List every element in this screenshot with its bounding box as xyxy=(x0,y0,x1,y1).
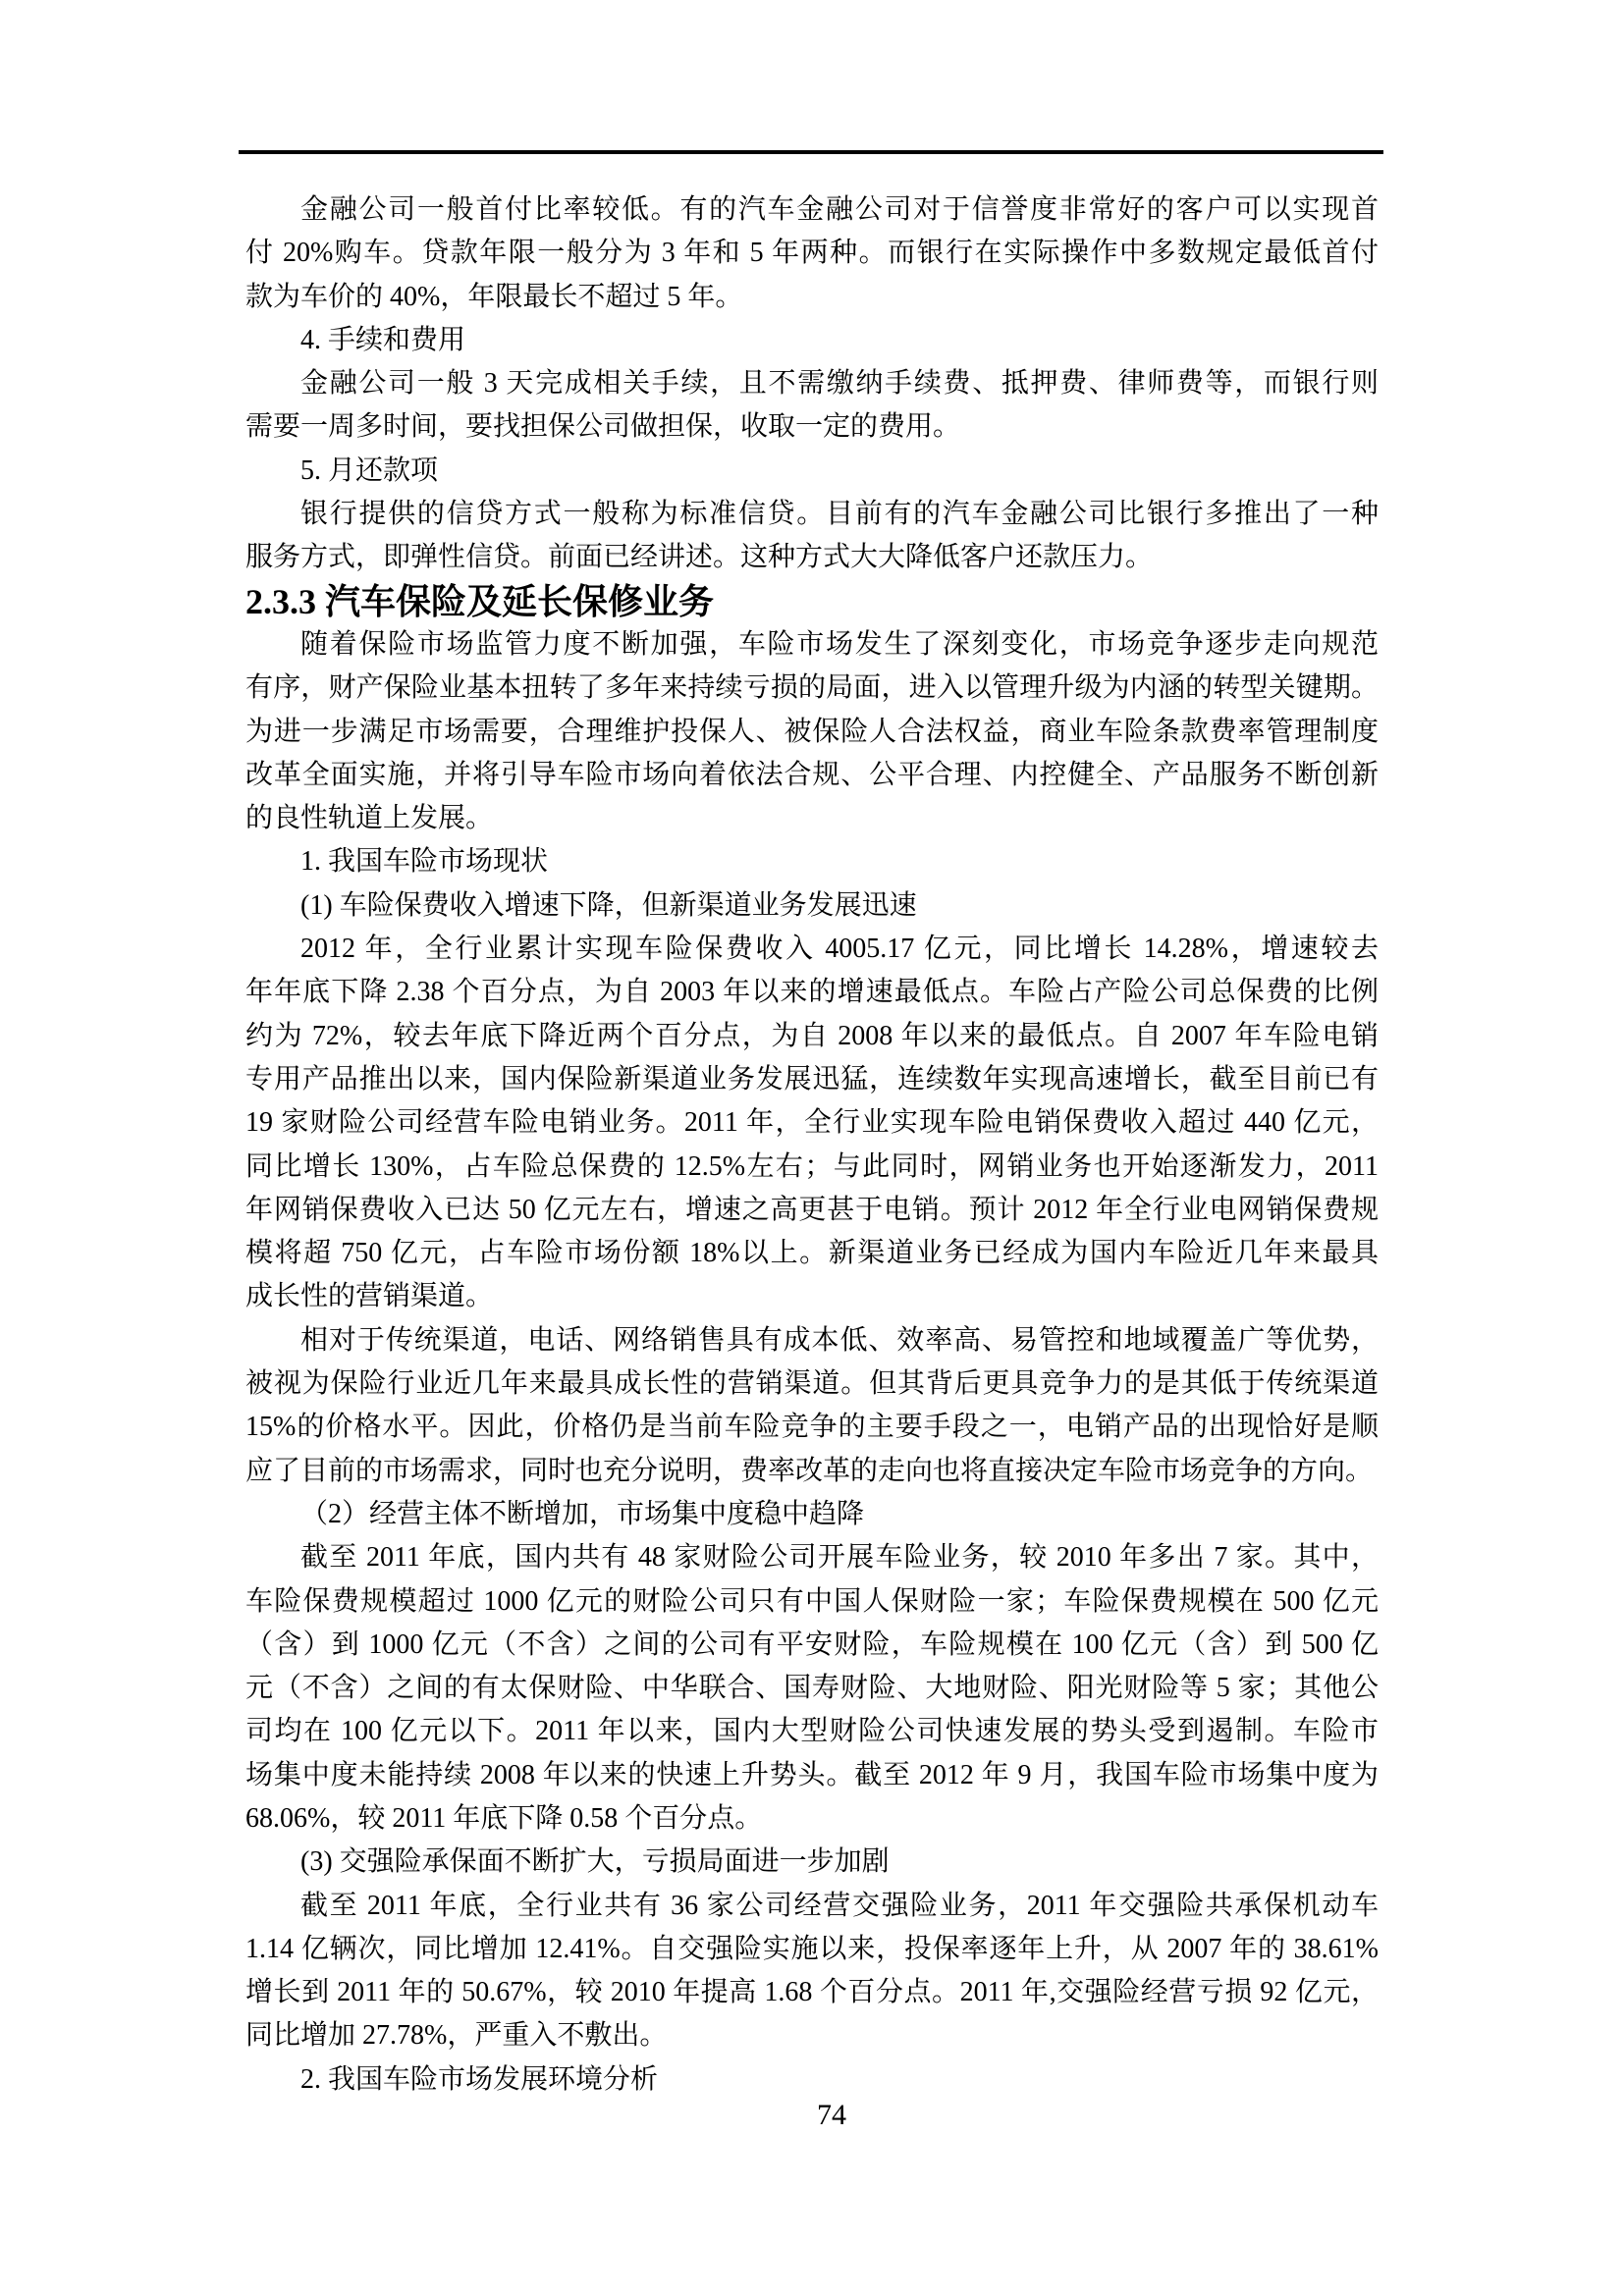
para-premium-statistics xyxy=(245,928,1379,1319)
text-line: 需要一周多时间，要找担保公司做担保，收取一定的费用。 xyxy=(245,411,961,443)
text-line: 截至 2011 年底，国内共有 48 家财险公司开展车险业务，较 2010 年多出 7 家。其中， xyxy=(300,1542,1379,1574)
text-line: 15%的价格水平。因此，价格仍是当前车险竞争的主要手段之一，电销产品的出现恰好是顺 xyxy=(245,1412,1379,1443)
text-line: 为进一步满足市场需要，合理维护投保人、被保险人合法权益，商业车险条款费率管理制度 xyxy=(245,716,1379,747)
text-line: 服务方式，即弹性信贷。前面已经讲述。这种方式大大降低客户还款压力。 xyxy=(245,542,1154,573)
text-line: 专用产品推出以来，国内保险新渠道业务发展迅猛，连续数年实现高速增长，截至目前已有 xyxy=(245,1063,1379,1095)
text-line: 付 20%购车。贷款年限一般分为 3 年和 5 年两种。而银行在实际操作中多数规定最低首付 xyxy=(245,238,1379,269)
item-5-monthly-repayment xyxy=(245,450,1379,493)
item-4-fees xyxy=(245,319,1379,362)
section-heading-text: 2.3.3 汽车保险及延长保修业务 xyxy=(245,581,715,621)
text-line: 1.14 亿辆次，同比增加 12.41%。自交强险实施以来，投保率逐年上升，从 2007 年的 38.61% xyxy=(245,1933,1379,1964)
text-line: 元（不含）之间的有太保财险、中华联合、国寿财险、大地财险、阳光财险等 5 家；其他公 xyxy=(245,1673,1379,1704)
para-compulsory-statistics xyxy=(245,1885,1379,2058)
text-line: 模将超 750 亿元，占车险市场份额 18%以上。新渠道业务已经成为国内车险近几年来最具 xyxy=(245,1238,1379,1269)
item-2-market-environment xyxy=(245,2058,1379,2102)
text-line: 的良性轨道上发展。 xyxy=(245,803,494,834)
text-line: 2012 年，全行业累计实现车险保费收入 4005.17 亿元，同比增长 14.28%，增速较去 xyxy=(300,934,1379,965)
text-line: 19 家财险公司经营车险电销业务。2011 年，全行业实现车险电销保费收入超过 440 亿元， xyxy=(245,1107,1379,1139)
text-line: 1. 我国车险市场现状 xyxy=(300,846,549,878)
page-number: 74 xyxy=(817,2099,846,2131)
para-downpayment xyxy=(245,188,1379,319)
text-line: 年网销保费收入已达 50 亿元左右，增速之高更甚于电销。预计 2012 年全行业电网销保费规 xyxy=(245,1194,1379,1225)
para-procedure-time xyxy=(245,362,1379,450)
text-line: 68.06%，较 2011 年底下降 0.58 个百分点。 xyxy=(245,1802,763,1834)
text-line: 成长性的营销渠道。 xyxy=(245,1281,494,1312)
text-line: 银行提供的信贷方式一般称为标准信贷。目前有的汽车金融公司比银行多推出了一种 xyxy=(300,499,1379,530)
text-line: 截至 2011 年底，全行业共有 36 家公司经营交强险业务，2011 年交强险共承保机动车 xyxy=(300,1890,1379,1921)
text-line: 金融公司一般 3 天完成相关手续，且不需缴纳手续费、抵押费、律师费等，而银行则 xyxy=(300,368,1379,400)
para-concentration-statistics xyxy=(245,1536,1379,1841)
item-3-compulsory-insurance xyxy=(245,1841,1379,1884)
text-line: 4. 手续和费用 xyxy=(300,324,466,355)
text-line: 年年底下降 2.38 个百分点，为自 2003 年以来的增速最低点。车险占产险公司总保费的比例 xyxy=(245,977,1379,1008)
text-line: 5. 月还款项 xyxy=(300,454,439,486)
text-line: 司均在 100 亿元以下。2011 年以来，国内大型财险公司快速发展的势头受到遏制。车险市 xyxy=(245,1716,1379,1747)
text-line: 相对于传统渠道，电话、网络销售具有成本低、效率高、易管控和地域覆盖广等优势， xyxy=(300,1324,1379,1356)
text-line: 车险保费规模超过 1000 亿元的财险公司只有中国人保财险一家；车险保费规模在 500 亿元 xyxy=(245,1585,1379,1617)
text-line: 金融公司一般首付比率较低。有的汽车金融公司对于信誉度非常好的客户可以实现首 xyxy=(300,194,1379,225)
text-line: （含）到 1000 亿元（不含）之间的公司有平安财险，车险规模在 100 亿元（含）到 500 亿 xyxy=(245,1629,1379,1660)
text-line: 场集中度未能持续 2008 年以来的快速上升势头。截至 2012 年 9 月，我国车险市场集中度为 xyxy=(245,1759,1379,1790)
para-credit-mode xyxy=(245,493,1379,580)
text-line: (3) 交强险承保面不断扩大，亏损局面进一步加剧 xyxy=(300,1846,890,1878)
text-line: 有序，财产保险业基本扭转了多年来持续亏损的局面，进入以管理升级为内涵的转型关键期。 xyxy=(245,672,1379,704)
header-rule xyxy=(239,150,1383,154)
text-line: (1) 车险保费收入增速下降，但新渠道业务发展迅速 xyxy=(300,889,917,921)
text-line: 2. 我国车险市场发展环境分析 xyxy=(300,2063,659,2095)
text-line: 约为 72%，较去年底下降近两个百分点，为自 2008 年以来的最低点。自 2007 年车险电销 xyxy=(245,1020,1379,1051)
para-channel-advantages xyxy=(245,1319,1379,1493)
text-line: 随着保险市场监管力度不断加强，车险市场发生了深刻变化，市场竞争逐步走向规范 xyxy=(300,628,1379,660)
document-content xyxy=(245,188,1379,2102)
text-line: （2）经营主体不断增加，市场集中度稳中趋降 xyxy=(300,1498,865,1529)
heading-2-3-3 xyxy=(245,580,1379,623)
item-2-operators-increase xyxy=(245,1493,1379,1536)
text-line: 款为车价的 40%，年限最长不超过 5 年。 xyxy=(245,281,743,312)
text-line: 同比增加 27.78%，严重入不敷出。 xyxy=(245,2020,668,2052)
text-line: 增长到 2011 年的 50.67%，较 2010 年提高 1.68 个百分点。2011 年,交强险经营亏损 92 亿元， xyxy=(245,1977,1379,2008)
text-line: 改革全面实施，并将引导车险市场向着依法合规、公平合理、内控健全、产品服务不断创新 xyxy=(245,759,1379,790)
item-1-market-status xyxy=(245,840,1379,883)
para-insurance-market-overview xyxy=(245,623,1379,840)
text-line: 应了目前的市场需求，同时也充分说明，费率改革的走向也将直接决定车险市场竞争的方向。 xyxy=(245,1455,1374,1486)
item-1-1-premium-growth xyxy=(245,884,1379,928)
text-line: 同比增长 130%，占车险总保费的 12.5%左右；与此同时，网销业务也开始逐渐发力，2011 xyxy=(245,1150,1379,1182)
text-line: 被视为保险行业近几年来最具成长性的营销渠道。但其背后更具竞争力的是其低于传统渠道 xyxy=(245,1368,1379,1400)
